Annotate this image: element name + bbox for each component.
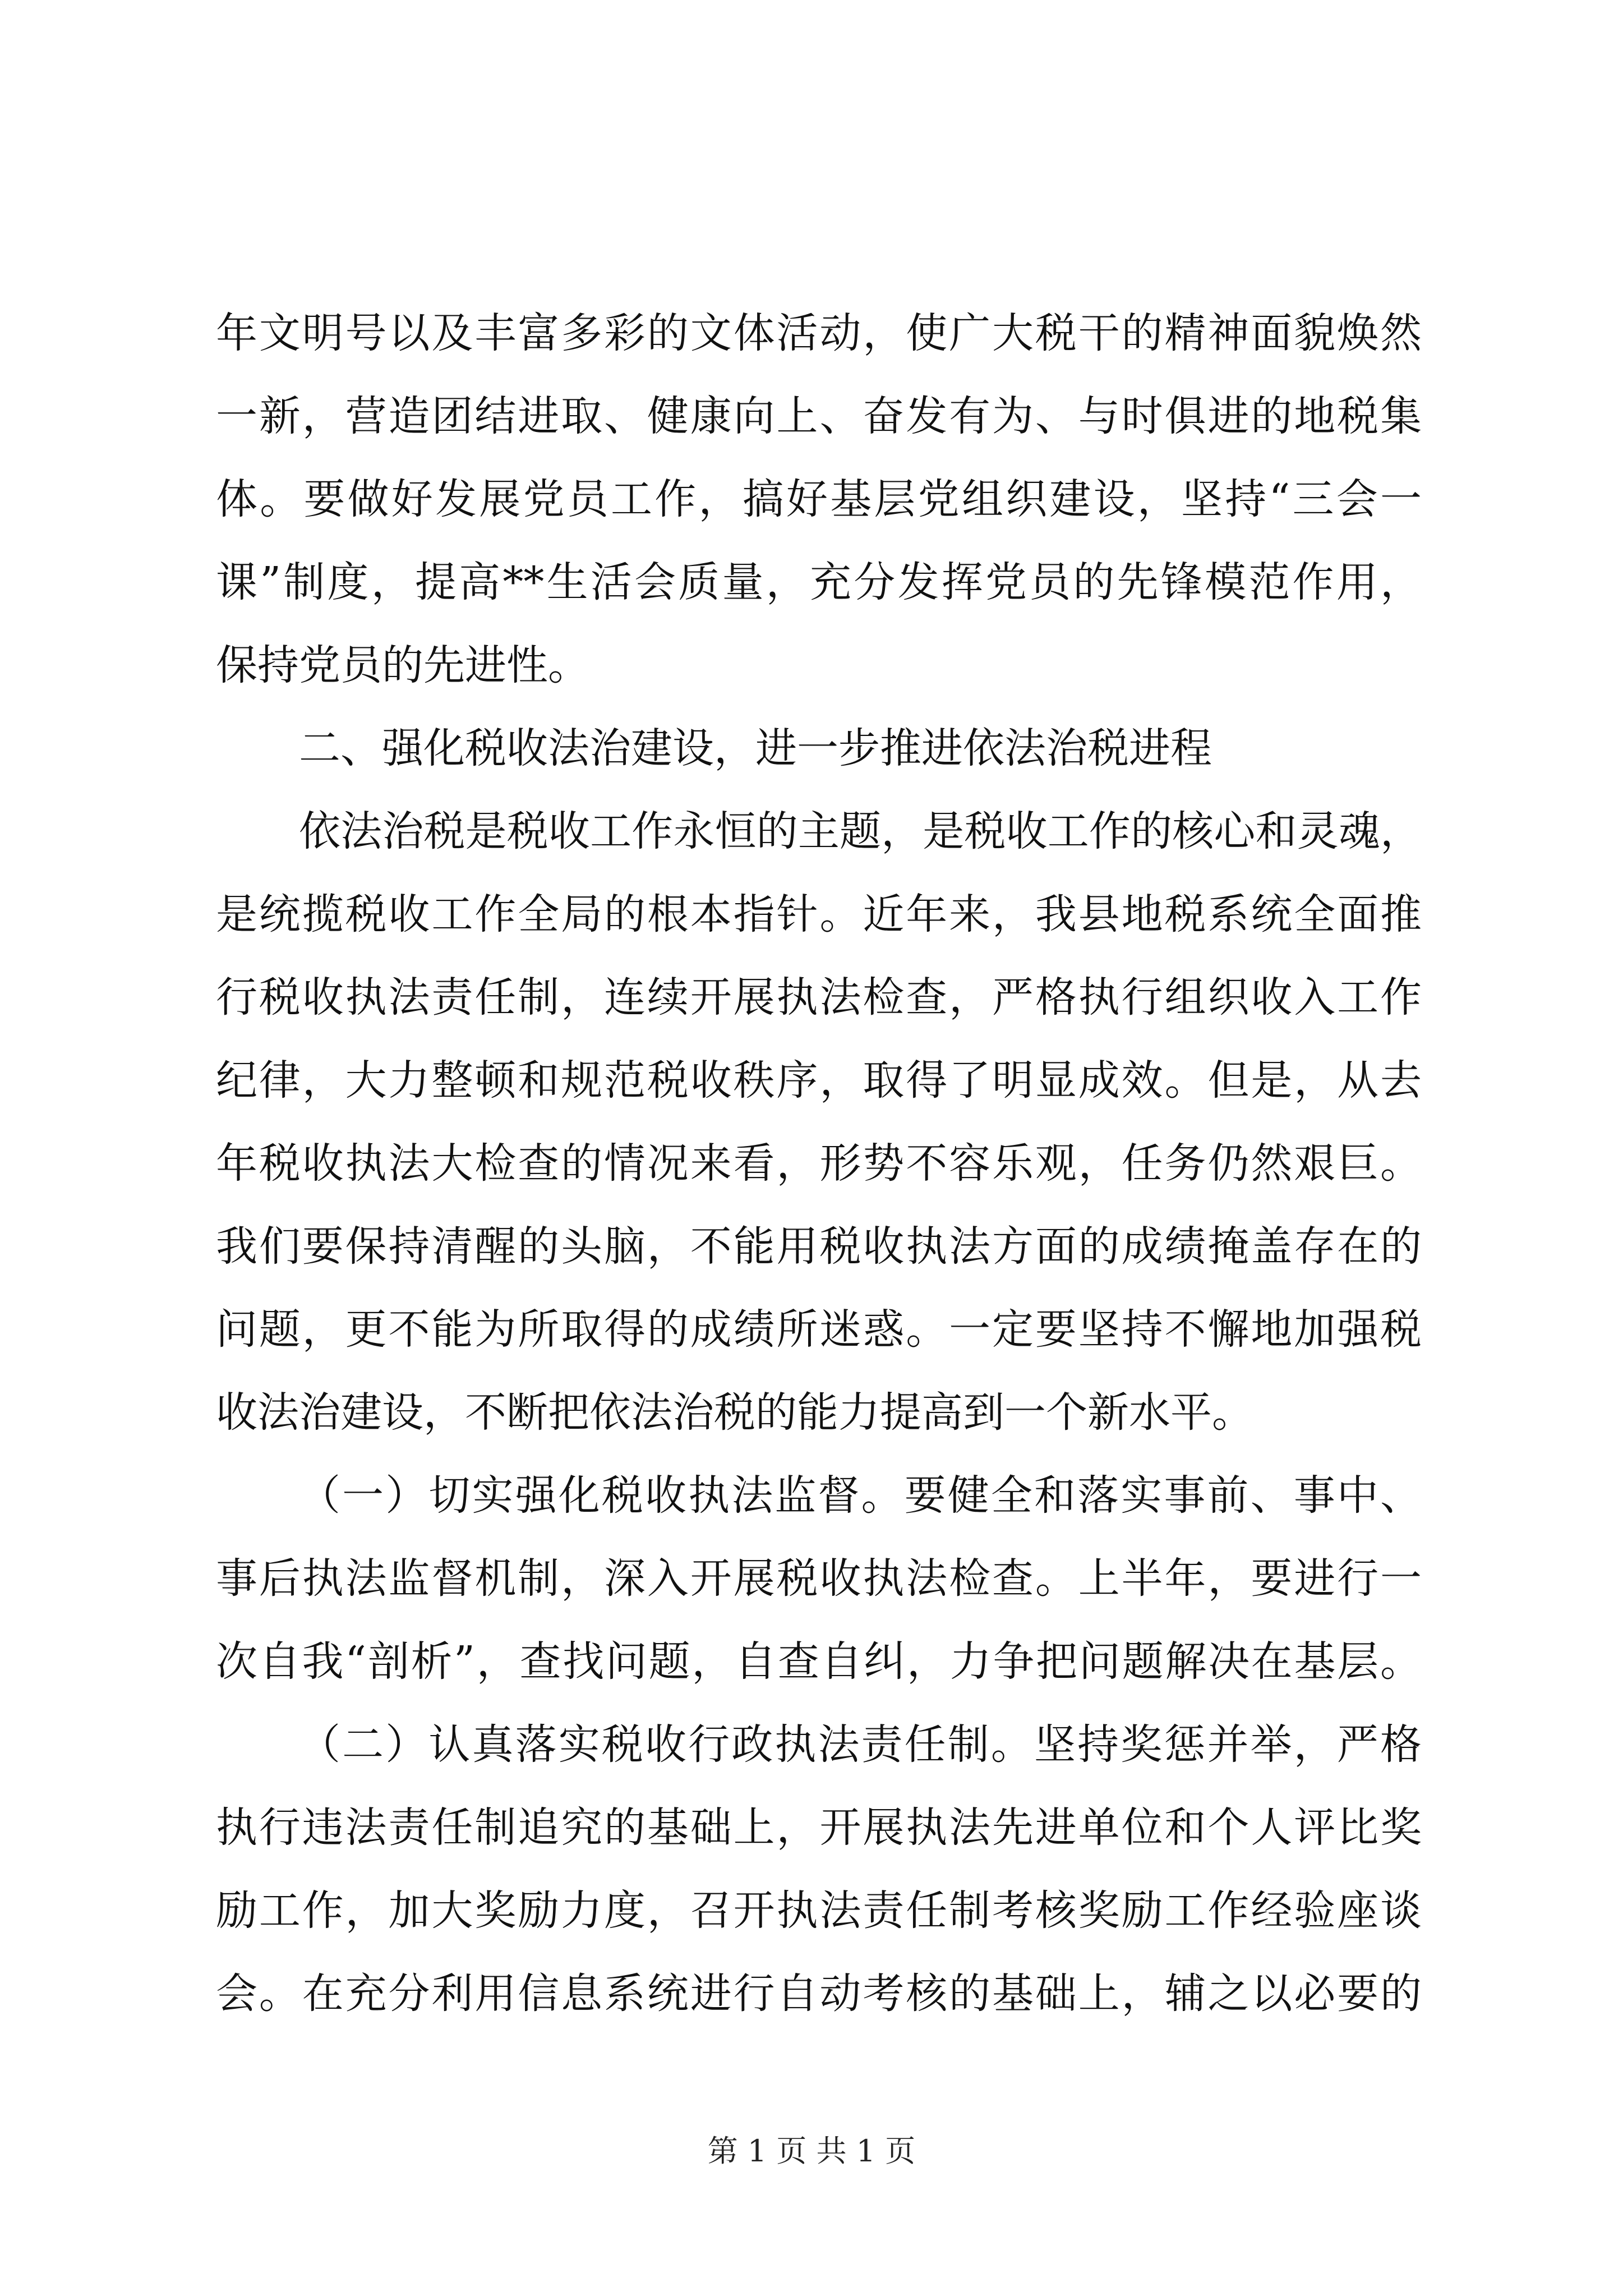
text-line: （二）认真落实税收行政执法责任制。坚持奖惩并举，严格 <box>299 1720 1422 1769</box>
text-line: 事后执法监督机制，深入开展税收执法检查。上半年，要进行一 <box>216 1554 1422 1603</box>
text-line: 会。在充分利用信息系统进行自动考核的基础上，辅之以必要的 <box>216 1970 1422 2018</box>
text-line: 年税收执法大检查的情况来看，形势不容乐观，任务仍然艰巨。 <box>216 1139 1422 1188</box>
text-line: 问题，更不能为所取得的成绩所迷惑。一定要坚持不懈地加强税 <box>216 1305 1422 1354</box>
text-line: 行税收执法责任制，连续开展执法检查，严格执行组织收入工作 <box>216 973 1422 1022</box>
text-line: 纪律，大力整顿和规范税收秩序，取得了明显成效。但是，从去 <box>216 1056 1422 1105</box>
text-line: 我们要保持清醒的头脑，不能用税收执法方面的成绩掩盖存在的 <box>216 1222 1422 1271</box>
text-line: 是统揽税收工作全局的根本指针。近年来，我县地税系统全面推 <box>216 890 1422 938</box>
text-line: 课”制度，提高**生活会质量，充分发挥党员的先锋模范作用， <box>216 558 1422 606</box>
text-line: （一）切实强化税收执法监督。要健全和落实事前、事中、 <box>299 1471 1422 1520</box>
text-line: 年文明号以及丰富多彩的文体活动，使广大税干的精神面貌焕然 <box>216 309 1422 357</box>
text-line: 依法治税是税收工作永恒的主题，是税收工作的核心和灵魂， <box>299 807 1422 855</box>
body-text <box>216 292 1422 2035</box>
text-line: 一新，营造团结进取、健康向上、奋发有为、与时俱进的地税集 <box>216 392 1422 440</box>
text-line: 励工作，加大奖励力度，召开执法责任制考核奖励工作经验座谈 <box>216 1887 1422 1935</box>
text-line: 次自我“剖析”，查找问题，自查自纠，力争把问题解决在基层。 <box>216 1637 1422 1686</box>
text-line: 执行违法责任制追究的基础上，开展执法先进单位和个人评比奖 <box>216 1803 1422 1852</box>
page-footer: 第 1 页 共 1 页 <box>707 2133 916 2169</box>
text-line: 收法治建设，不断把依法治税的能力提高到一个新水平。 <box>216 1388 1253 1437</box>
section-heading: 二、强化税收法治建设，进一步推进依法治税进程 <box>299 724 1212 772</box>
text-line: 体。要做好发展党员工作，搞好基层党组织建设，坚持“三会一 <box>216 475 1422 523</box>
text-line: 保持党员的先进性。 <box>216 641 589 689</box>
